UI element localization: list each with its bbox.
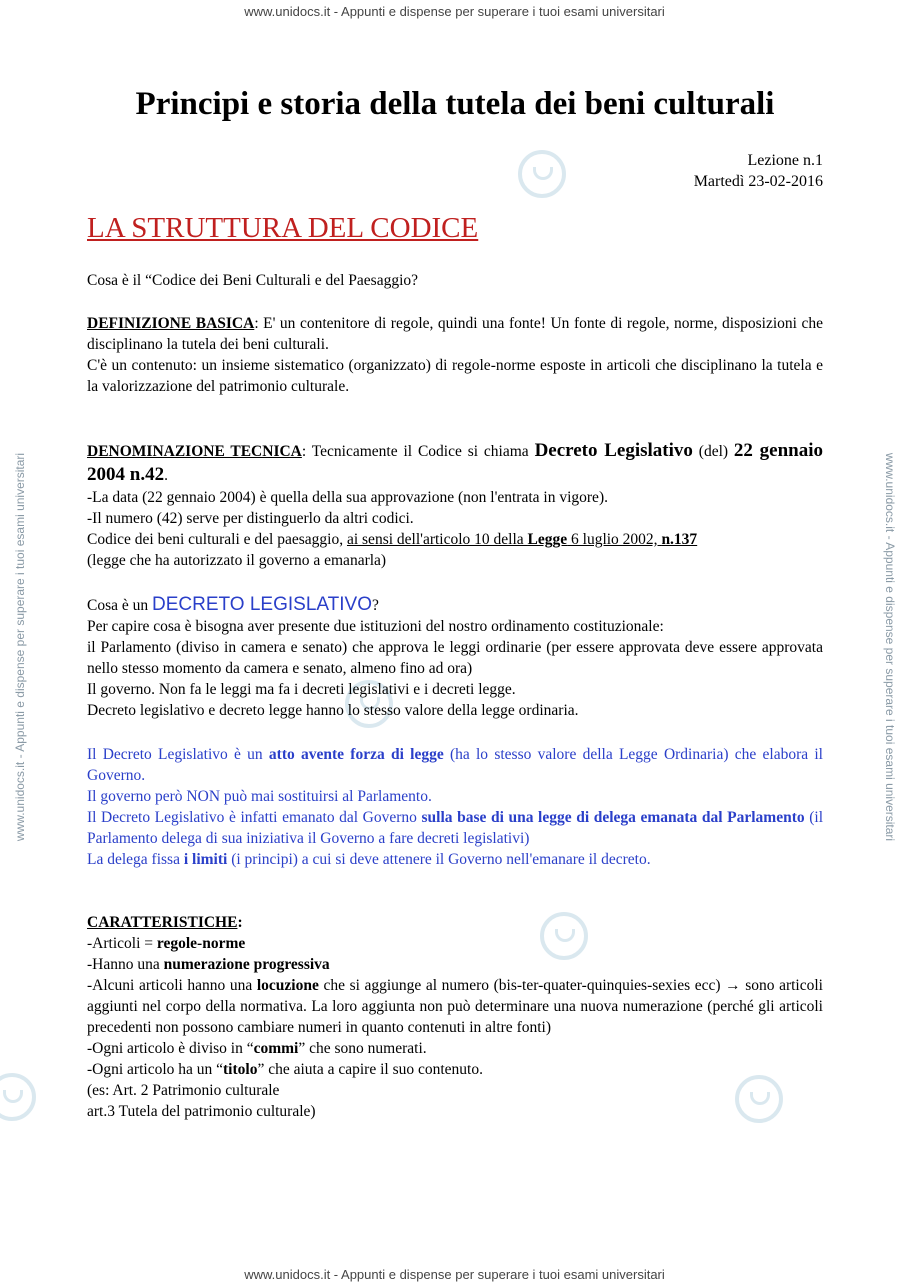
decree-explanation-text: (i principi) a cui si deve attenere il Governo nell'emanare il decreto. <box>227 851 651 868</box>
denomination-line: -Il numero (42) serve per distinguerlo da altri codici. <box>87 510 414 527</box>
decree-explanation-text: Il governo però NON può mai sostituirsi al Parlamento. <box>87 788 432 805</box>
characteristics-line: -Hanno una <box>87 956 164 973</box>
decree-explanation-text: La delega fissa <box>87 851 184 868</box>
denomination-emphasis: Decreto Legislativo <box>534 440 693 461</box>
decree-line: Il governo. Non fa le leggi ma fa i decreti legislativi e i decreti legge. <box>87 681 516 698</box>
characteristics-line: -Ogni articolo è diviso in “ <box>87 1040 254 1057</box>
decree-explanation-emphasis: atto avente forza di legge <box>268 746 444 763</box>
characteristics-emphasis: numerazione progressiva <box>163 956 330 973</box>
unidocs-logo-icon <box>0 1073 36 1121</box>
characteristics-line: ” che aiuta a capire il suo contenuto. <box>257 1061 483 1078</box>
denomination-line: -La data (22 gennaio 2004) è quella della sua approvazione (non l'entrata in vigore). <box>87 489 608 506</box>
section-heading: LA STRUTTURA DEL CODICE <box>87 212 479 244</box>
unidocs-logo-icon <box>518 150 566 198</box>
decree-term: DECRETO LEGISLATIVO <box>152 594 372 615</box>
denomination-date: 22 gennaio 2004 n.42 <box>87 440 824 485</box>
characteristics-line: art.3 Tutela del patrimonio culturale) <box>87 1103 316 1120</box>
question-text: Cosa è il “Codice dei Beni Culturali e del Paesaggio? <box>87 272 419 289</box>
characteristics-section <box>87 912 823 1122</box>
characteristics-emphasis: regole-norme <box>156 935 246 952</box>
characteristics-label: : <box>237 914 243 931</box>
definition-label: DEFINIZIONE BASICA <box>87 315 255 332</box>
lesson-date: Martedì 23-02-2016 <box>693 173 823 190</box>
decree-explanation-emphasis: sulla base di una legge di delega emanata dal Parlamento <box>421 809 805 826</box>
decree-explanation-emphasis: i limiti <box>183 851 228 868</box>
denomination-text: : Tecnicamente il Codice si chiama <box>301 443 535 460</box>
decree-explanation-text: (il Parlamento delega di sua iniziativa il Governo a fare decreti legislativi) <box>87 809 823 847</box>
decree-section <box>87 594 823 721</box>
decree-explanation-text: (ha lo stesso valore della Legge Ordinaria) che elabora il Governo. <box>87 746 823 784</box>
definition-text-2: C'è un contenuto: un insieme sistematico (organizzato) di regole-norme esposte in articoli che disciplinano la tutela e la valorizzazione del patrimonio culturale. <box>87 357 823 395</box>
watermark-left: www.unidocs.it - Appunti e dispense per superare i tuoi esami universitari <box>13 452 27 842</box>
denomination-details <box>87 487 823 571</box>
watermark-bottom: www.unidocs.it - Appunti e dispense per superare i tuoi esami universitari <box>244 1267 665 1282</box>
denomination-text: (del) <box>692 443 734 460</box>
decree-line: Per capire cosa è bisogna aver presente due istituzioni del nostro ordinamento costituzionale: <box>87 618 664 635</box>
lesson-number: Lezione n.1 <box>747 152 823 169</box>
characteristics-line: ” che sono numerati. <box>298 1040 427 1057</box>
characteristics-emphasis: locuzione <box>256 977 319 994</box>
characteristics-line: che si aggiunge al numero (bis-ter-quater-quinquies-sexies ecc) → sono articoli aggiunti nel corpo della normativa. La loro aggiunta non può determinare una nuova numerazione (perché gli articoli precedenti non possono cambiare numeri in quanto contenuti in altre fonti) <box>87 977 823 1036</box>
decree-line: Decreto legislativo e decreto legge hanno lo stesso valore della legge ordinaria. <box>87 702 579 719</box>
characteristics-line: -Ogni articolo ha un “ <box>87 1061 224 1078</box>
denomination-section <box>87 439 823 487</box>
denomination-label: DENOMINAZIONE TECNICA <box>87 443 302 460</box>
denomination-line: (legge che ha autorizzato il governo a emanarla) <box>87 552 387 569</box>
law-reference: ai sensi dell'articolo 10 della <box>346 531 528 548</box>
decree-question: ? <box>371 597 379 614</box>
definition-section <box>87 313 823 397</box>
definition-text: : E' un contenitore di regole, quindi una fonte! Un fonte di regole, norme, disposizioni che disciplinano la tutela dei beni culturali. <box>87 315 823 353</box>
decree-line: il Parlamento (diviso in camera e senato) che approva le leggi ordinarie (per essere approvata deve essere approvata nello stesso momento da camera e senato, almeno fino ad ora) <box>87 639 823 677</box>
characteristics-emphasis: commi <box>253 1040 299 1057</box>
characteristics-emphasis: titolo <box>223 1061 258 1078</box>
law-reference: 6 luglio 2002, <box>567 531 662 548</box>
characteristics-label: CARATTERISTICHE <box>87 914 238 931</box>
watermark-top: www.unidocs.it - Appunti e dispense per superare i tuoi esami universitari <box>244 4 665 19</box>
decree-question: Cosa è un <box>87 597 153 614</box>
characteristics-line: -Articoli = <box>87 935 157 952</box>
law-reference: Legge <box>527 531 568 548</box>
lesson-info <box>694 150 823 192</box>
law-reference: n.137 <box>661 531 698 548</box>
document-title: Principi e storia della tutela dei beni culturali <box>135 86 775 122</box>
decree-explanation-text: Il Decreto Legislativo è infatti emanato dal Governo <box>87 809 422 826</box>
denomination-line: Codice dei beni culturali e del paesaggio, <box>87 531 347 548</box>
characteristics-line: (es: Art. 2 Patrimonio culturale <box>87 1082 280 1099</box>
characteristics-line: -Alcuni articoli hanno una <box>87 977 257 994</box>
denomination-text: . <box>164 467 168 484</box>
watermark-right: www.unidocs.it - Appunti e dispense per superare i tuoi esami universitari <box>883 452 897 842</box>
decree-explanation <box>87 744 823 870</box>
decree-explanation-text: Il Decreto Legislativo è un <box>87 746 269 763</box>
question-line <box>87 270 823 291</box>
